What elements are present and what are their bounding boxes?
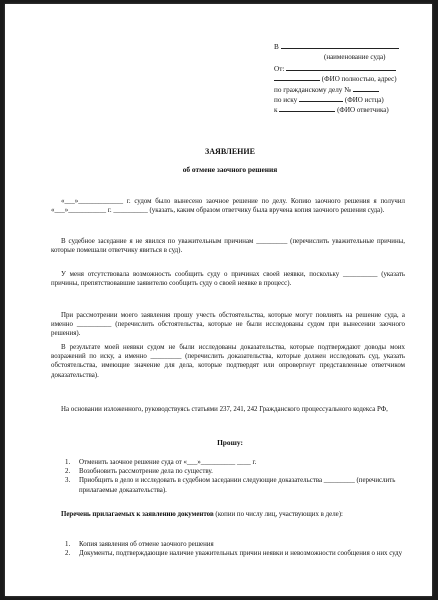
case-number-blank — [353, 84, 379, 92]
paragraph-4: При рассмотрении моего заявления прошу учесть обстоятельства, которые могут повлиять на решение суда, а именно __________ (перечислить обстоятельства, которые не были исследованы судом при вынесении заочного решения). — [51, 312, 405, 338]
document-page — [5, 4, 432, 596]
header-to-line: к (ФИО ответчика) — [274, 106, 389, 114]
attachments-heading: Перечень прилагаемых к заявлению документов (копии по числу лиц, участвующих в деле): — [61, 511, 343, 518]
request-heading: Прошу: — [217, 438, 243, 447]
claimant-blank — [299, 94, 343, 102]
paragraph-2: В судебное заседание я не явился по уважительным причинам _________ (перечислить уважительные причины, которые помешали ответчику явиться в суд). — [51, 238, 405, 255]
paragraph-1: «___»_____________ г. судом было вынесено заочное решение по делу. Копию заочного решения я получил «___»___________ г. __________ (указать, каким образом ответчику была вручена копия заочного решения суда). — [51, 198, 405, 215]
list-item: 2. Возобновить рассмотрение дела по существу. — [65, 468, 213, 476]
paragraph-5: В результате моей неявки судом не были исследованы доказательства, которые подтверждают доводы моих возражений по иску, а именно _________ (перечислить доказательства, которые должен исследовать суд, указать обстоятельства, имеющие значение для дела, которые подтвердят или опровергнут представленные ответчиком доказательства). — [51, 344, 405, 379]
from-blank — [286, 63, 396, 71]
document-content — [51, 4, 409, 596]
document-title: ЗАЯВЛЕНИЕ — [205, 147, 255, 156]
list-item: 3. Приобщить в дело и исследовать в судебном заседании следующие доказательства _________ (перечислить прилагаемые доказательства). — [65, 477, 396, 494]
list-item: 2. Документы, подтверждающие наличие уважительных причин неявки и невозможности сообщения о них суду — [65, 550, 403, 558]
defendant-blank — [279, 104, 335, 112]
document-subtitle: об отмене заочного решения — [182, 165, 278, 174]
header-from-hint: (ФИО полностью, адрес) — [274, 73, 404, 84]
header-case-line: по гражданскому делу № — [274, 84, 404, 95]
court-blank — [281, 41, 399, 49]
request-list — [65, 458, 407, 495]
attachments-list — [65, 540, 407, 558]
list-item: 1. Копия заявления об отмене заочного решения — [65, 541, 214, 548]
paragraph-3: У меня отсутствовала возможность сообщить суду о причинах своей неявки, поскольку __________ (указать причины, препятствовавшие заявителю сообщить суду о своей неявке в процесс). — [51, 271, 405, 288]
paragraph-6: На основании изложенного, руководствуясь статьями 237, 241, 242 Гражданского процессуального кодекса РФ, — [61, 406, 388, 413]
header-court-hint: (наименование суда) — [324, 53, 386, 61]
header-claim-line: по иску (ФИО истца) — [274, 96, 384, 104]
header-court-line: В — [274, 41, 404, 52]
header-from-line: От: — [274, 63, 404, 74]
list-item: 1. Отменить заочное решение суда от «___»__________ ____ г. — [65, 459, 257, 466]
